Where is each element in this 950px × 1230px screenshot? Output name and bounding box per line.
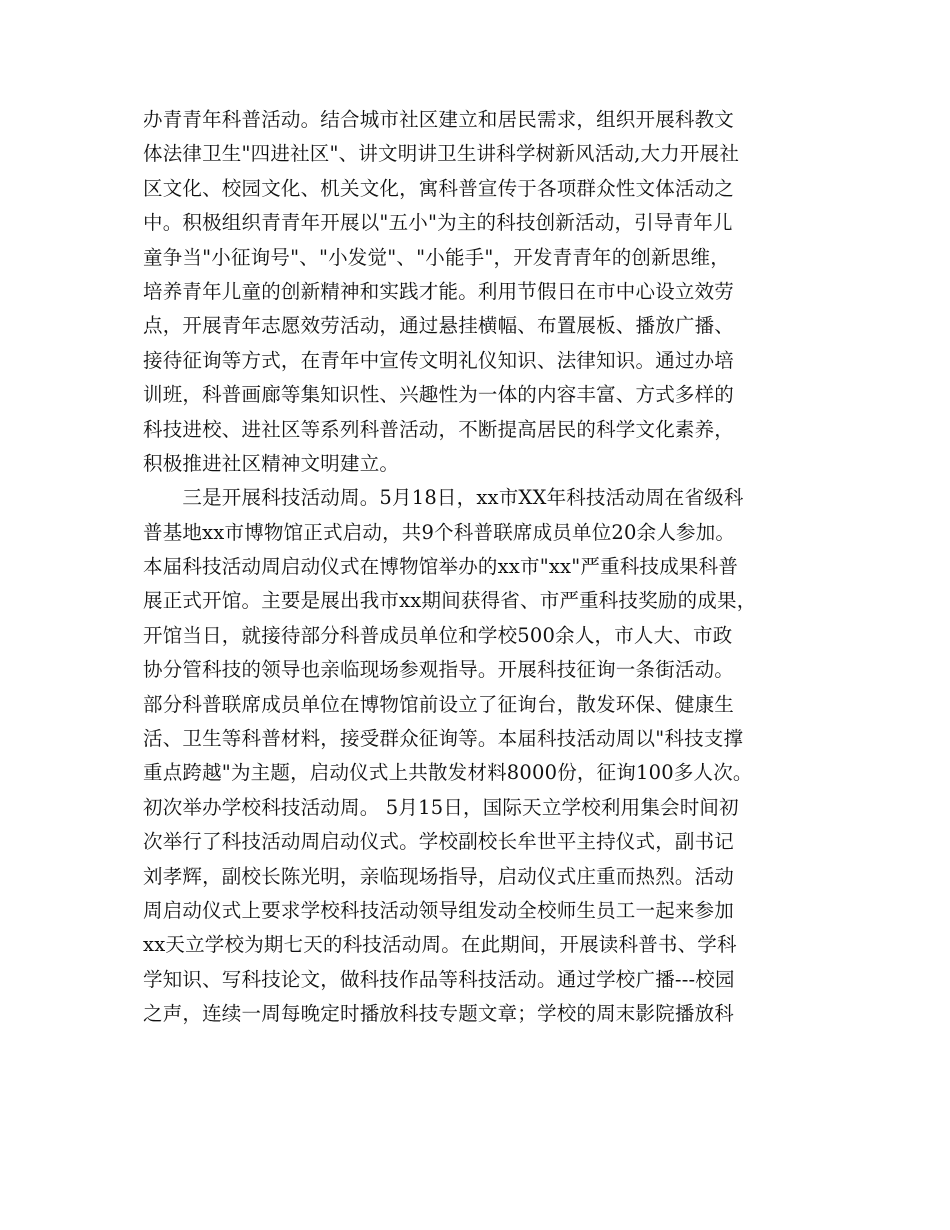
text-line: 之声，连续一周每晚定时播放科技专题文章；学校的周末影院播放科 <box>143 1002 735 1026</box>
text-line: 培养青年儿童的创新精神和实践才能。利用节假日在市中心设立效劳 <box>143 279 735 303</box>
text-line: 开馆当日，就接待部分科普成员单位和学校500余人，市人大、市政 <box>143 623 733 647</box>
text-line: xx天立学校为期七天的科技活动周。在此期间，开展读科普书、学科 <box>143 933 737 957</box>
text-line: 科技进校、进社区等系列科普活动，不断提高居民的科学文化素养， <box>143 417 735 441</box>
text-line: 体法律卫生"四进社区"、讲文明讲卫生讲科学树新风活动,大力开展社 <box>143 142 740 166</box>
text-line: 童争当"小征询号"、"小发觉"、"小能手"，开发青青年的创新思维， <box>143 245 730 269</box>
text-line: 初次举办学校科技活动周。 5月15日，国际天立学校利用集会时间初 <box>143 795 739 819</box>
text-line: 本届科技活动周启动仪式在博物馆举办的xx市"xx"严重科技成果科普 <box>143 555 739 579</box>
text-line: 协分管科技的领导也亲临现场参观指导。开展科技征询一条街活动。 <box>143 658 735 682</box>
text-line: 积极推进社区精神文明建立。 <box>143 451 400 475</box>
text-line: 接待征询等方式，在青年中宣传文明礼仪知识、法律知识。通过办培 <box>143 348 735 372</box>
text-line: 部分科普联席成员单位在博物馆前设立了征询台，散发环保、健康生 <box>143 692 735 716</box>
text-line: 周启动仪式上要求学校科技活动领导组发动全校师生员工一起来参加 <box>143 898 735 922</box>
text-line: 重点跨越"为主题，启动仪式上共散发材料8000份，征询100多人次。 <box>143 761 753 785</box>
body-text <box>143 103 823 1032</box>
text-line: 三是开展科技活动周。5月18日，xx市XX年科技活动周在省级科 <box>143 486 744 510</box>
text-line: 训班，科普画廊等集知识性、兴趣性为一体的内容丰富、方式多样的 <box>143 383 735 407</box>
text-line: 中。积极组织青青年开展以"五小"为主的科技创新活动，引导青年儿 <box>143 211 733 235</box>
text-line: 学知识、写科技论文，做科技作品等科技活动。通过学校广播---校园 <box>143 967 735 991</box>
text-line: 刘孝辉，副校长陈光明，亲临现场指导，启动仪式庄重而热烈。活动 <box>143 864 735 888</box>
text-line: 活、卫生等科普材料，接受群众征询等。本届科技活动周以"科技支撑 <box>143 727 744 751</box>
text-line: 次举行了科技活动周启动仪式。学校副校长牟世平主持仪式，副书记 <box>143 830 735 854</box>
text-line: 区文化、校园文化、机关文化，寓科普宣传于各项群众性文体活动之 <box>143 176 735 200</box>
text-line: 办青青年科普活动。结合城市社区建立和居民需求，组织开展科教文 <box>143 108 735 131</box>
text-line: 展正式开馆。主要是展出我市xx期间获得省、市严重科技奖励的成果， <box>143 589 757 613</box>
text-line: 点，开展青年志愿效劳活动，通过悬挂横幅、布置展板、播放广播、 <box>143 314 735 338</box>
text-line: 普基地xx市博物馆正式启动，共9个科普联席成员单位20余人参加。 <box>143 520 736 544</box>
